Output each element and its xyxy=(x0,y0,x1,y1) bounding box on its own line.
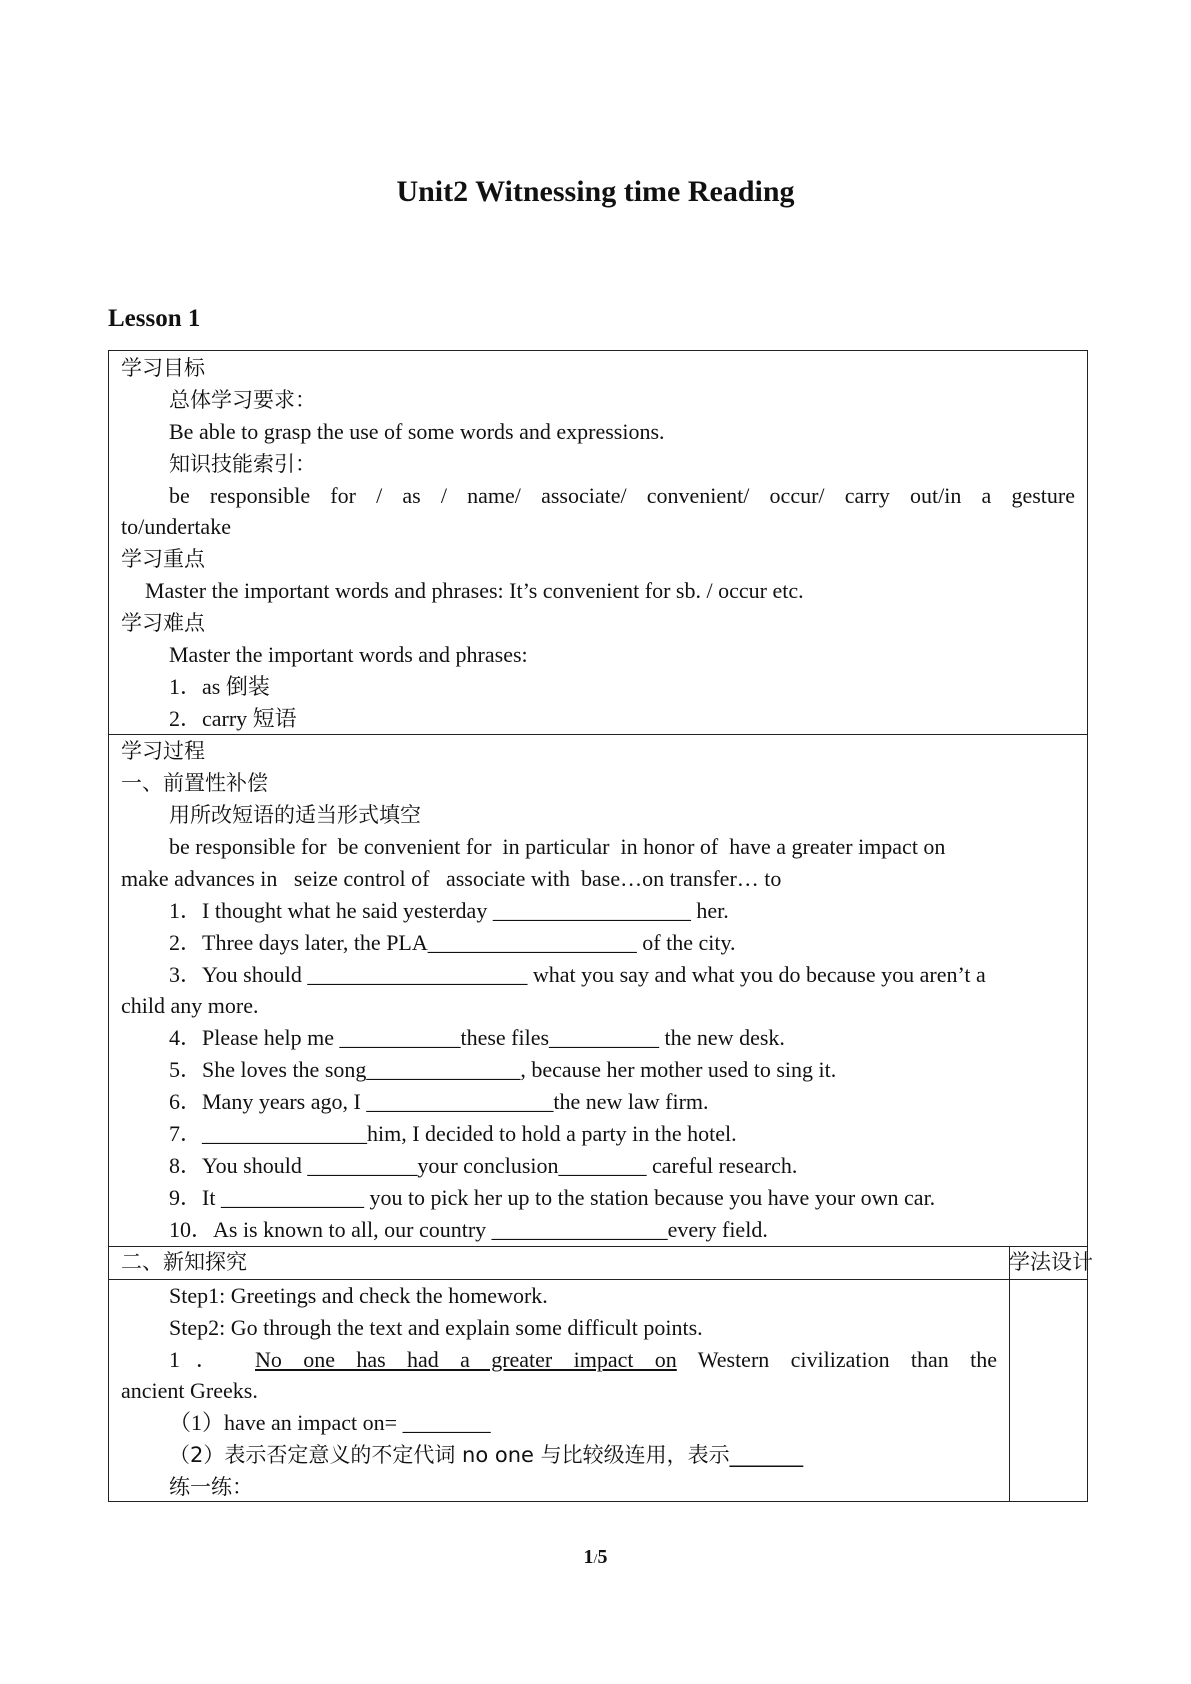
document-title: Unit2 Witnessing time Reading xyxy=(396,175,795,208)
question-10: 10．As is known to all, our country ________________every field. xyxy=(169,1217,768,1242)
lesson-heading: Lesson 1 xyxy=(108,305,201,332)
page-separator: / xyxy=(593,1552,598,1567)
practice-label: 练一练： xyxy=(169,1475,253,1499)
question-9: 9．It _____________ you to pick her up to the station because you have your own car. xyxy=(169,1185,936,1210)
objectives-box xyxy=(108,350,1088,735)
point-1-underlined: No one has had a greater impact on xyxy=(255,1347,677,1372)
question-2: 2．Three days later, the PLA___________________ of the city. xyxy=(169,930,736,955)
process-box xyxy=(108,735,1088,1247)
question-6: 6．Many years ago, I _________________the new law firm. xyxy=(169,1089,709,1114)
difficulty-heading: 学习难点 xyxy=(121,611,205,635)
explore-content-row xyxy=(108,1279,1088,1502)
method-design-heading: 学法设计 xyxy=(1009,1250,1093,1274)
fill-instruction: 用所改短语的适当形式填空 xyxy=(169,803,421,827)
question-1: 1．I thought what he said yesterday __________________ her. xyxy=(169,898,729,923)
sub-point-1: （1）have an impact on= ________ xyxy=(169,1410,491,1435)
sub-point-2: （2）表示否定意义的不定代词 no one 与比较级连用，表示_______ xyxy=(169,1443,804,1467)
key-heading: 学习重点 xyxy=(121,547,205,571)
page-number xyxy=(0,1546,1191,1569)
explore-heading: 二、新知探究 xyxy=(121,1250,247,1274)
question-4: 4．Please help me ___________these files__________ the new desk. xyxy=(169,1025,785,1050)
process-heading: 学习过程 xyxy=(121,739,205,763)
difficulty-item-2: 2．carry 短语 xyxy=(169,706,297,731)
column-divider xyxy=(1009,1279,1010,1501)
difficulty-text: Master the important words and phrases: xyxy=(169,642,528,667)
skills-label: 知识技能索引： xyxy=(169,452,316,476)
step-1: Step1: Greetings and check the homework. xyxy=(169,1283,548,1308)
skills-line2: to/undertake xyxy=(121,514,231,539)
overall-label: 总体学习要求： xyxy=(169,388,316,412)
question-8: 8．You should __________your conclusion________ careful research. xyxy=(169,1153,798,1178)
question-7: 7．_______________him, I decided to hold a party in the hotel. xyxy=(169,1121,737,1146)
preview-heading: 一、前置性补偿 xyxy=(121,771,268,795)
question-3: 3．You should ____________________ what you say and what you do because you aren’t a xyxy=(169,962,986,987)
phrases-line-2: make advances in seize control of associate with base…on transfer… to xyxy=(121,866,782,891)
point-1 xyxy=(169,1345,997,1375)
page-total: 5 xyxy=(597,1546,608,1568)
point-1-cont: ancient Greeks. xyxy=(121,1378,258,1403)
objectives-heading: 学习目标 xyxy=(121,356,205,380)
explore-header-row xyxy=(108,1246,1093,1280)
step-2: Step2: Go through the text and explain some difficult points. xyxy=(169,1315,703,1340)
skills-line1: be responsible for / as / name/ associate/ convenient/ occur/ carry out/in a gesture xyxy=(169,483,1075,508)
key-text: Master the important words and phrases: It’s convenient for sb. / occur etc. xyxy=(145,578,804,603)
question-3-cont: child any more. xyxy=(121,993,259,1018)
phrases-line-1: be responsible for be convenient for in particular in honor of have a greater impact on xyxy=(169,834,946,859)
point-1-number: 1． xyxy=(169,1347,234,1372)
difficulty-item-1: 1．as 倒装 xyxy=(169,674,270,699)
question-5: 5．She loves the song______________, because her mother used to sing it. xyxy=(169,1057,837,1082)
overall-text: Be able to grasp the use of some words and expressions. xyxy=(169,419,665,444)
point-1-rest: Western civilization than the xyxy=(676,1347,997,1372)
page-current: 1 xyxy=(583,1546,594,1568)
